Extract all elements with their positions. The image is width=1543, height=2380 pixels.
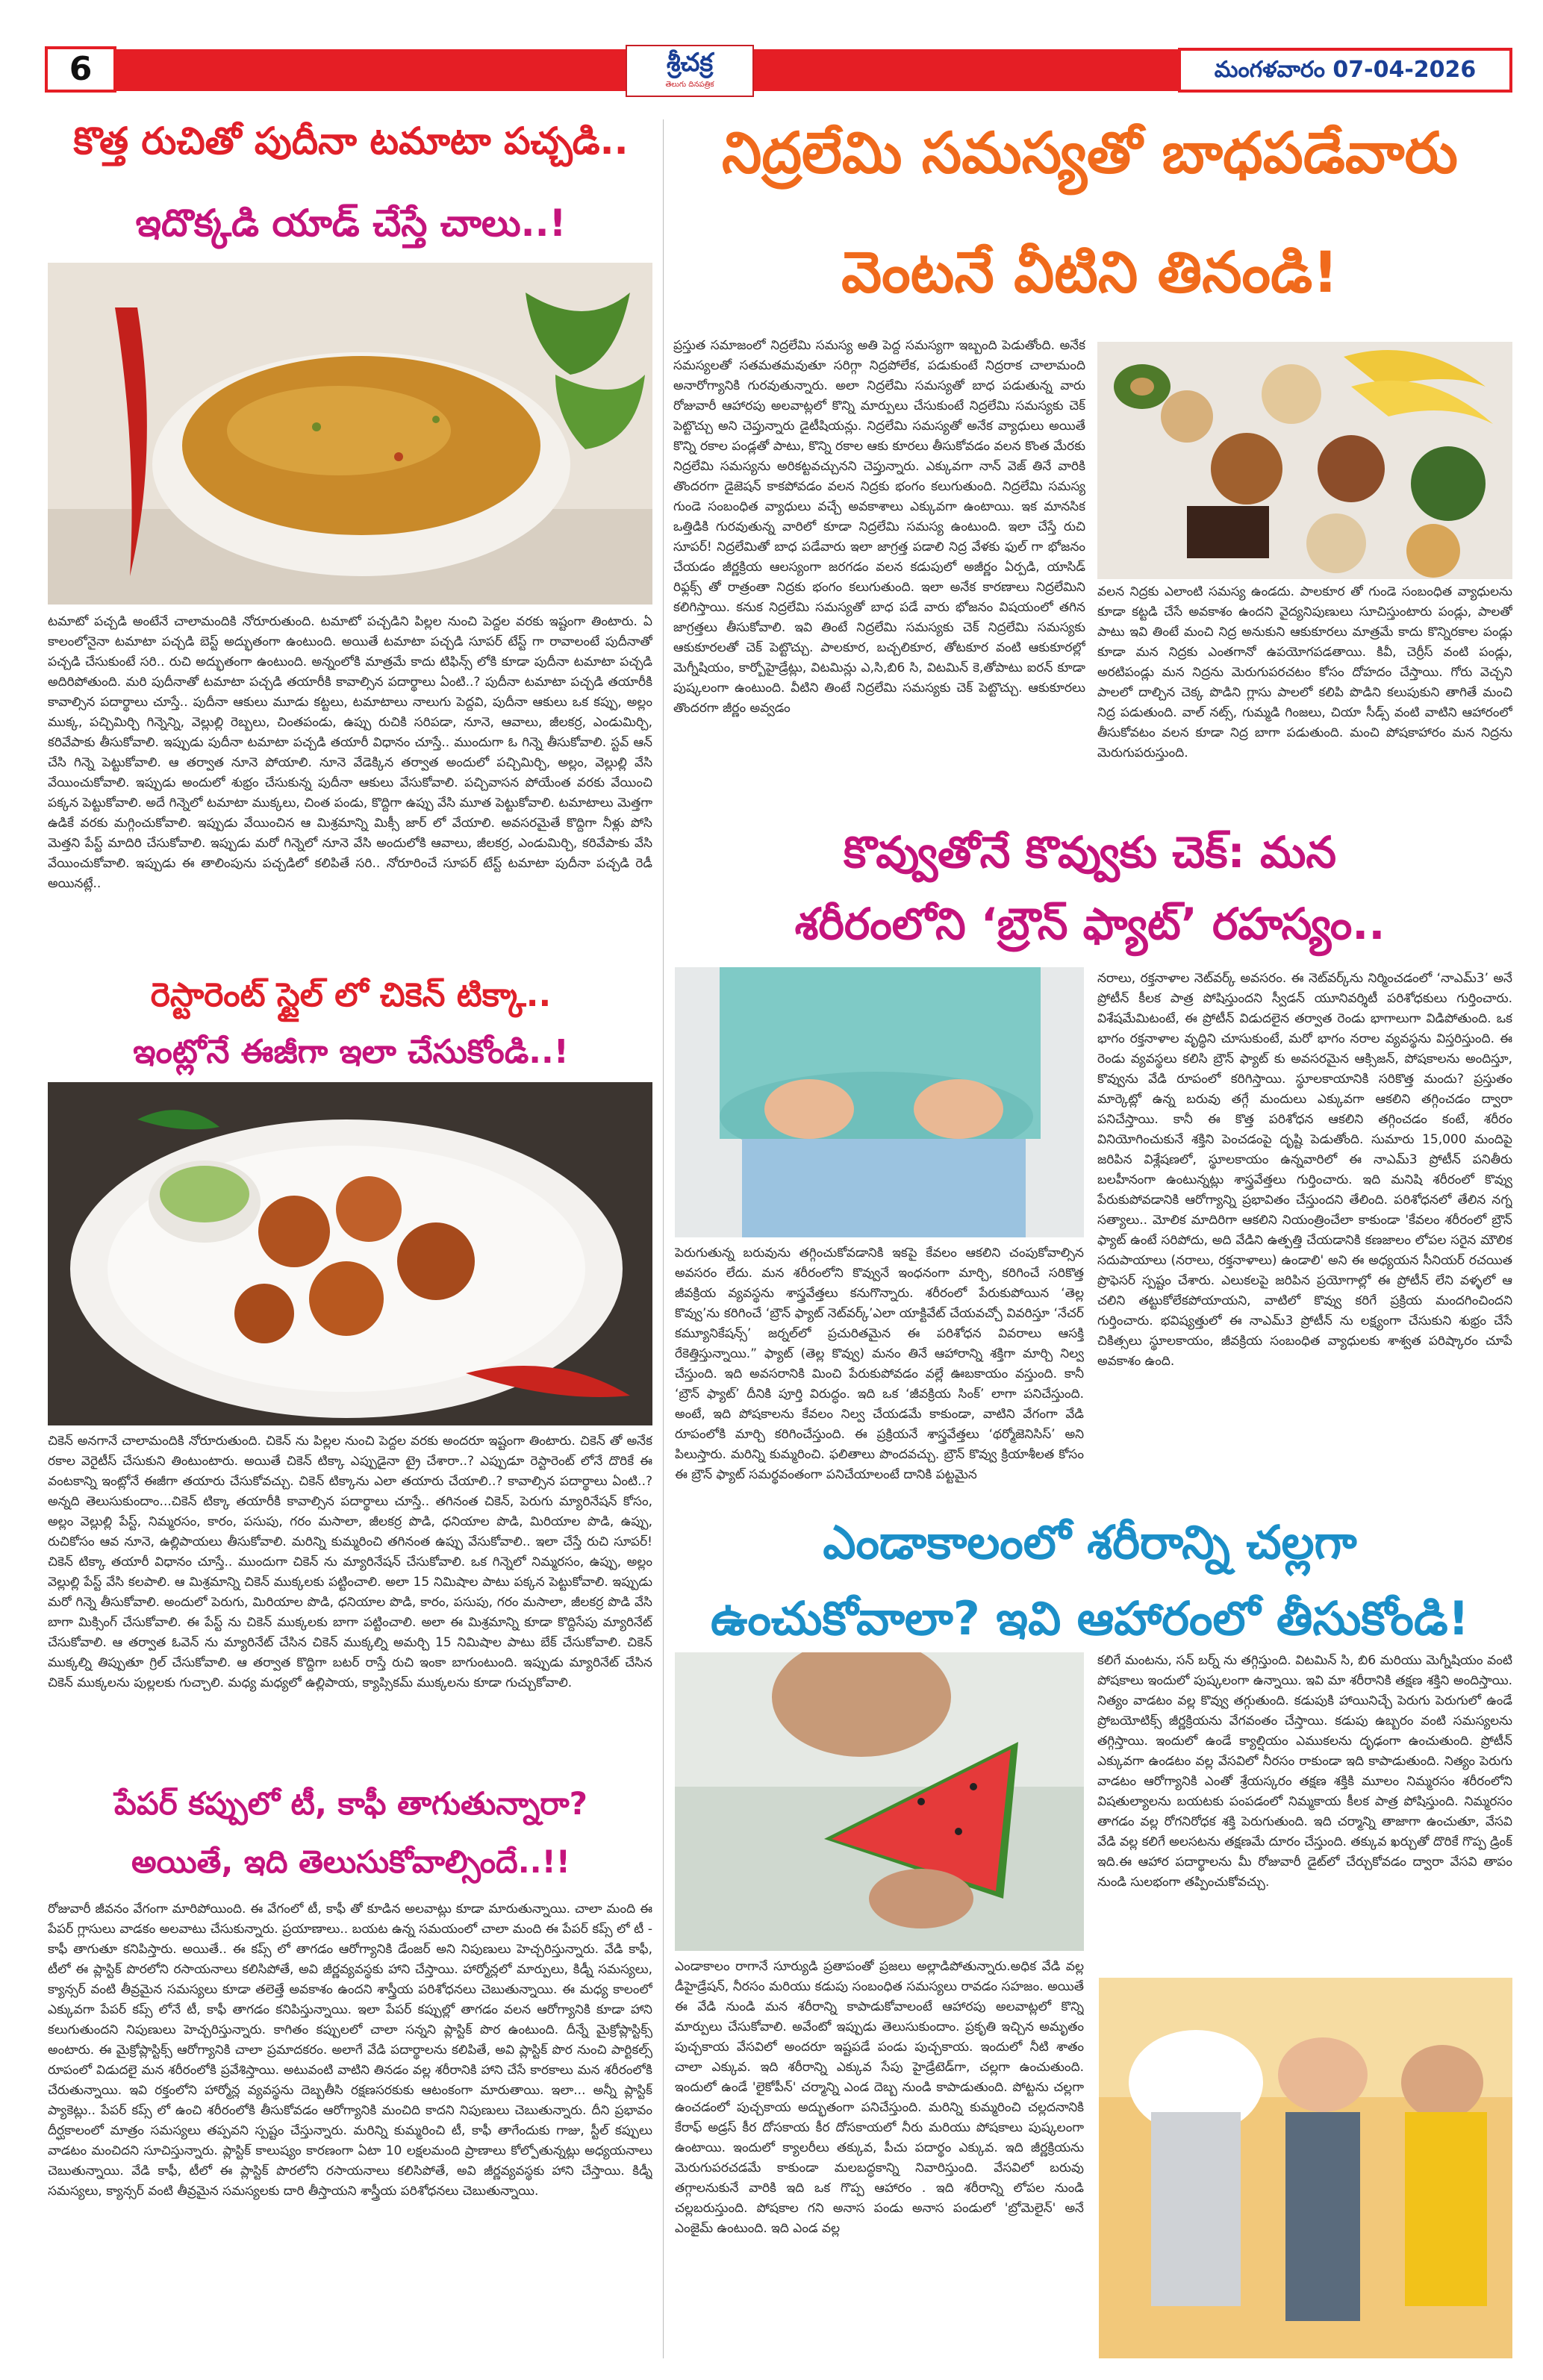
sleep-body-col1: ప్రస్తుత సమాజంలో నిద్రలేమి సమస్య అతి పెద్ద సమస్యగా ఇబ్బంది పెడుతోంది. అనేక సమస్యలతో సతమతమవుతూ సరిగ్గా నిద్రపోలేక, పడుకుంటే నిద్రరాక చాలామంది అనారోగ్యానికి గురవుతున్నారు. అలా నిద్రలేమి సమస్యతో బాధ పడుతున్న వారు రోజువారీ ఆహారపు అలవాట్లలో కొన్ని మార్పులు చేసుకుంటే నిద్రలేమి సమస్యకు చెక్ పెట్టొచ్చు అని చెప్తున్నారు డైటీషియన్లు. నిద్రలేమి సమస్యతో అనేక వ్యాధులు అయితే కొన్ని రకాల పండ్లతో పాటు, కొన్ని రకాల ఆకు కూరలు తీసుకోవడం వలన కొంత మేరకు నిద్రలేమి సమస్యను అరికట్టవచ్చునని చెప్తున్నారు. ఎక్కువగా నాన్ వెజ్ తినే వారికి తొందరగా డైజెషన్ కాకపోవడం వలన నిద్రకు భంగం కలుగుతుంది. నిద్రలేమి సమస్య గుండె సంబంధిత వ్యాధులు వచ్చే అవకాశాలు ఎక్కువగా ఉంటాయి. ఇక మానసిక ఒత్తిడికి గురవుతున్న వారిలో కూడా నిద్రలేమి సమస్య ఉంటుంది. ఇలా చేస్తే రుచి సూపర్! నిద్రలేమితో బాధ పడేవారు ఇలా జాగ్రత్త పడాలి నిద్ర వేళకు ఫుల్ గా భోజనం చేయడం జీర్ణక్రియ ఆలస్యంగా జరగడం వలన కడుపులో అజీర్ణం ఏర్పడి, యాసిడ్ రిఫ్లక్స్ తో రాత్రంతా నిద్రకు భంగం కలుగుతుంది. ఇలా అనేక కారణాలు నిద్రలేమిని కలిగిస్తాయి. కనుక నిద్రలేమి సమస్యతో బాధ పడే వారు భోజనం విషయంలో తగిన జాగ్రత్తలు తీసుకోవాలి. ఇవి తింటే నిద్రలేమి సమస్యకు చెక్ నిద్రలేమి సమస్యకు ఆకుకూరలతో చెక్ పెట్టొచ్చు. పాలకూర, బచ్చలికూర, తోటకూర వంటి ఆకుకూరల్లో మెగ్నీషియం, కార్బోహైడ్రేట్లు, విటమిన్లు ఎ,సి,బి6 సి, విటమిన్ కె,తోపాటు ఐరన్ కూడా పుష్కలంగా ఉంటుంది. వీటిని తింటే నిద్రలేమి సమస్యకు చెక్ పెట్టొచ్చు. ఆకుకూరలు తొందరగా జీర్ణం అవ్వడం xyxy=(673,338,1085,716)
sleep-headline-1: నిద్రలేమి సమస్యతో బాధపడేవారు xyxy=(722,119,1458,186)
sleep-headline-2: వెంటనే వీటిని తినండి! xyxy=(841,239,1338,305)
pachadi-body: టమాటో పచ్చడి అంటేనే చాలామందికి నోరూరుతుంది. టమాటో పచ్చడిని పిల్లల నుంచి పెద్దల వరకు ఇష్టంగా తింటారు. ఏ కాలంలోనైనా టమాటా పచ్చడి బెస్ట్ అద్భుతంగా ఉంటుంది. అయితే టమాటా పచ్చడి సూపర్ టేస్ట్ గా రావాలంటే పుదీనాతో పచ్చడి చేసుకుంటే సరి.. రుచి అద్భుతంగా ఉంటుంది. అన్నంలోకి మాత్రమే కాదు టిఫిన్స్ లోకి కూడా పుదీనా టమాటా పచ్చడి అదిరిపోతుంది. మరి పుదీనాతో టమాటా పచ్చడి తయారీకి కావాల్సిన పదార్థాలు ఏంటి..? పుదీనా టమాటా పచ్చడి తయారీకి కావాల్సిన పదార్థాలు చూస్తే.. పుదీనా ఆకులు మూడు కట్టలు, టమాటాలు నాలుగు పెద్దవి, పుదీనా ఆకులు ఒక కప్పు, అల్లం ముక్క, పచ్చిమిర్చి గిన్నెన్ని, వెల్లుల్లి రెబ్బలు, చింతపండు, ఉప్పు రుచికి సరిపడా, నూనె, ఆవాలు, జీలకర్ర, ఎండుమిర్చి, కరివేపాకు తీసుకోవాలి. ఇప్పుడు పుదీనా టమాటా పచ్చడి తయారీ విధానం చూస్తే.. ముందుగా ఓ గిన్నె తీసుకోవాలి. స్టవ్ ఆన్ చేసి గిన్నె పెట్టుకోవాలి. ఆ తర్వాత నూనె పోయాలి. నూనె వేడెక్కిన తర్వాత అందులో పచ్చిమిర్చి, అల్లం, వెల్లుల్లి వేసి వేయించుకోవాలి. ఇప్పుడు అందులో శుభ్రం చేసుకున్న పుదీనా ఆకులు వేసుకోవాలి. పచ్చివాసన పోయేంత వరకు వేయించి పక్కన పెట్టుకోవాలి. అదే గిన్నెలో టమాటా ముక్కలు, చింత పండు, కొద్దిగా ఉప్పు వేసి మూత పెట్టుకోవాలి. టమాటాలు మెత్తగా ఉడికే వరకు మగ్గించుకోవాలి. ఇప్పుడు వేయించిన ఆ మిశ్రమాన్ని మిక్సీ జార్ లో వేయాలి. అవసరమైతే కొద్దిగా నీళ్లు పోసి మెత్తని పేస్ట్ మాదిరి చేసుకోవాలి. ఇప్పుడు మరో గిన్నెలో నూనె వేసి అందులోకి ఆవాలు, జీలకర్ర, ఎండుమిర్చి, కరివేపాకు వేసి వేయించుకోవాలి. ఇప్పుడు ఈ తాలింపును పచ్చడిలో కలిపితే సరి.. నోరూరించే సూపర్ టేస్ట్ టమాటా పుదీనా పచ్చడి రెడీ అయినట్లే.. xyxy=(48,614,652,891)
summer-body-col2: ఎండాకాలం రాగానే సూర్యుడి ప్రతాపంతో ప్రజలు అల్లాడిపోతున్నారు.అధిక వేడి వల్ల డీహైడ్రేషన్, నీరసం మరియు కడుపు సంబంధిత సమస్యలు రావడం సహజం. అయితే ఈ వేడి నుండి మన శరీరాన్ని కాపాడుకోవాలంటే ఆహారపు అలవాట్లలో కొన్ని మార్పులు చేసుకోవాలి. అవేంటో ఇప్పుడు తెలుసుకుందాం. ప్రకృతి ఇచ్చిన అమృతం పుచ్చకాయ వేసవిలో అందరూ ఇష్టపడే పండు పుచ్చకాయ. ఇందులో నీటి శాతం చాలా ఎక్కువ. ఇది శరీరాన్ని ఎక్కువ సేపు హైడ్రేటెడ్‌గా, చల్లగా ఉంచుతుంది. ఇందులో ఉండే 'లైకోపీన్' చర్మాన్ని ఎండ దెబ్బ నుండి కాపాడుతుంది. పోట్టను చల్లగా ఉంచడంలో పుచ్చకాయ అద్భుతంగా పనిచేస్తుంది. మరిన్ని కుమ్మరించి చల్లదనానికి కేరాఫ్ అడ్రస్ కీర దోసకాయ కీర దోసకాయలో నీరు మరియు పోషకాలు పుష్కలంగా ఉంటాయి. ఇందులో క్యాలరీలు తక్కువ, పీచు పదార్థం ఎక్కువ. ఇది జీర్ణక్రియను మెరుగుపరచడమే కాకుండా మలబద్ధకాన్ని నివారిస్తుంది. వేసవిలో బరువు తగ్గాలనుకునే వారికి ఇది ఒక గొప్ప ఆహారం . ఇది శరీరాన్ని లోపల నుండి చల్లబరుస్తుంది. పోషకాల గని అనాస పండు అనాస పండులో 'బ్రోమెలైన్' అనే ఎంజైమ్ ఉంటుంది. ఇది ఎండ వల్ల xyxy=(675,1959,1084,2236)
fat-body-col1: పెరుగుతున్న బరువును తగ్గించుకోవడానికి ఇకపై కేవలం ఆకలిని చంపుకోవాల్సిన అవసరం లేదు. మన శరీరంలోని కొవ్వునే ఇంధనంగా మార్చి, కరిగించే సరికొత్త జీవక్రియ వ్యవస్థను శాస్త్రవేత్తలు కనుగొన్నారు. శరీరంలో పేరుకుపోయిన ‘తెల్ల కొవ్వు’ను కరిగించే ‘బ్రౌన్ ఫ్యాట్ నెట్‌వర్క్’ఎలా యాక్టివేట్ చేయవచ్చో వివరిస్తూ ‘నేచర్ కమ్యూనికేషన్స్’ జర్నల్‌లో ప్రచురితమైన ఈ పరిశోధన వివరాలు ఆసక్తి రేకెత్తిస్తున్నాయి.” ఫ్యాట్ (తెల్ల కొవ్వు) మనం తినే ఆహారాన్ని శక్తిగా మార్చి నిల్వ చేస్తుంది. ఇది అవసరానికి మించి పేరుకుపోవడం వల్లే ఊబకాయం వస్తుంది. కానీ ‘బ్రౌన్ ఫ్యాట్’ దీనికి పూర్తి విరుద్ధం. ఇది ఒక ‘జీవక్రియ సింక్’ లాగా పనిచేస్తుంది. అంటే, ఇది పోషకాలను కేవలం నిల్వ చేయడమే కాకుండా, వాటిని వేగంగా వేడి రూపంలోకి మార్చి కరిగించేస్తుంది. ఈ ప్రక్రియనే శాస్త్రవేత్తలు ‘థర్మోజెనిసిస్’ అని పిలుస్తారు. మరిన్ని కుమ్మరించి. ఫలితాలు పొందవచ్చు. బ్రౌన్ కొవ్వు క్రియాశీలత కోసం ఈ బ్రౌన్ ఫ్యాట్ సమర్థవంతంగా పనిచేయాలంటే దానికి పట్టమైన xyxy=(675,1246,1084,1482)
papercup-headline-1: పేపర్ కప్పులో టీ, కాఫీ తాగుతున్నారా? xyxy=(113,1785,587,1822)
tikka-body: చికెన్ అనగానే చాలామందికి నోరూరుతుంది. చికెన్ ను పిల్లల నుంచి పెద్దల వరకు అందరూ ఇష్టంగా తింటారు. చికెన్ తో అనేక రకాల వెరైటీస్ చేసుకుని తింటుంటారు. అయితే చికెన్ టిక్కా ఎప్పుడైనా ట్రై చేశారా..? ఎప్పుడూ రెస్టారెంట్ లోనే దొరికే ఈ వంటకాన్ని ఇంట్లోనే ఈజీగా తయారు చేసుకోవచ్చు. చికెన్ టిక్కాను ఎలా తయారు చేయాలి..? కావాల్సిన పదార్థాలు ఏంటి..? అన్నది తెలుసుకుందాం...చికెన్ టిక్కా తయారీకి కావాల్సిన పదార్థాలు చూస్తే.. తగినంత చికెన్, పెరుగు మ్యారినేషన్ కోసం, అల్లం వెల్లుల్లి పేస్ట్, నిమ్మరసం, కారం, పసుపు, గరం మసాలా, జీలకర్ర పొడి, ధనియాల పొడి, మిరియాల పొడి, ఉప్పు, రుచికోసం ఆవ నూనె, ఉల్లిపాయలు తీసుకోవాలి. మరిన్ని కుమ్మరించి తగినంత ఉప్పు వేసుకోవాలి.. ఇలా చేస్తే రుచి సూపర్! చికెన్ టిక్కా తయారీ విధానం చూస్తే.. ముందుగా చికెన్ ను మ్యారినేషన్ చేసుకోవాలి. ఒక గిన్నెలో నిమ్మరసం, ఉప్పు, అల్లం వెల్లుల్లి పేస్ట్ వేసి కలపాలి. ఆ మిశ్రమాన్ని చికెన్ ముక్కలకు పట్టించాలి. అలా 15 నిమిషాల పాటు పక్కన పెట్టుకోవాలి. ఇప్పుడు మరో గిన్నె తీసుకోవాలి. అందులో పెరుగు, మిరియాల పొడి, ధనియాల పొడి, కారం, పసుపు, గరం మసాలా, జీలకర్ర పొడి వేసి బాగా మిక్సింగ్ చేసుకోవాలి. ఈ పేస్ట్ ను చికెన్ ముక్కలకు బాగా పట్టించాలి. అలా ఈ మిశ్రమాన్ని కూడా కొద్దిసేపు మ్యారినేట్ చేసుకోవాలి. ఆ తర్వాత ఓవెన్ ను మ్యారినేట్ చేసిన చికెన్ ముక్కల్ని అమర్చి 15 నిమిషాల పాటు బేక్ చేసుకోవాలి. చికెన్ ముక్కల్ని తిప్పుతూ గ్రిల్ చేసుకోవాలి. ఆ తర్వాత కొద్దిగా బటర్ రాస్తే రుచి ఇంకా బాగుంటుంది. ఇప్పుడు మ్యారినేట్ చేసిన చికెన్ ముక్కలను పుల్లలకు గుచ్చాలి. మధ్య మధ్యలో ఉల్లిపాయ, క్యాప్సికమ్ ముక్కలను కూడా గుచ్చుకోవాలి. xyxy=(48,1434,652,1690)
sleep-body-col2: వలన నిద్రకు ఎలాంటి సమస్య ఉండదు. పాలకూర తో గుండె సంబంధిత వ్యాధులను కూడా కట్టడి చేసే అవకాశం ఉందని వైద్యనిపుణులు సూచిస్తుంటారు పండ్లు, పాలతో పాటు ఇవి తింటే మంచి నిద్ర అనుకుని ఆకుకూరలు మాత్రమే కాదు కొన్నిరకాల పండ్లు కూడా మన నిద్రకు ఎంతగానో ఉపయోగపడతాయి. కివీ, చెర్రీస్ వంటి పండ్లు, అరటిపండ్లు మన నిద్రను మెరుగుపరచటం కోసం దోహదం చేస్తాయి. గోరు వెచ్చని పాలలో దాల్చిన చెక్క పొడిని గ్లాసు పాలలో కలిపి పొడిని కలుపుకుని తాగితే మంచి నిద్ర పడుతుంది. వాల్ నట్స్, గుమ్మడి గింజలు, చియా సీడ్స్ వంటి వాటిని ఆహారంలో తీసుకోవటం వలన కూడా నిద్ర బాగా పడుతుంది. మంచి పోషకాహారం మన నిద్రను మెరుగుపరుస్తుంది. xyxy=(1097,584,1512,760)
fat-headline-2: శరీరంలోని ‘బ్రౌన్ ఫ్యాట్’ రహస్యం.. xyxy=(794,899,1385,949)
summer-body-col1: కలిగే మంటను, సన్ బర్న్ ను తగ్గిస్తుంది. విటమిన్ సి, బి6 మరియు మెగ్నీషియం వంటి పోషకాలు ఇందులో పుష్కలంగా ఉన్నాయి. ఇవి మా శరీరానికి తక్షణ శక్తిని అందిస్తాయి. నిత్యం వాడటం వల్ల కొవ్వు తగ్గుతుంది. కడుపుకి హాయినిచ్చే పెరుగు పెరుగులో ఉండే ప్రోబయోటిక్స్ జీర్ణక్రియను వేగవంతం చేస్తాయి. కడుపు ఉబ్బరం వంటి సమస్యలను తగ్గిస్తాయి. ఇందులో ఉండే క్యాల్షియం ఎముకలను దృఢంగా ఉంచుతుంది. ప్రోటీన్ ఎక్కువగా ఉండటం వల్ల వేసవిలో నీరసం రాకుండా ఇది కాపాడుతుంది. నిత్యం పెరుగు వాడటం ఆరోగ్యానికి ఎంతో శ్రేయస్కరం తక్షణ శక్తికి మూలం నిమ్మరసం శరీరంలోని విషతుల్యాలను బయటకు పంపడంలో నిమ్మకాయ కీలక పాత్ర పోషిస్తుంది. నిమ్మరసం తాగడం వల్ల రోగనిరోధక శక్తి పెరుగుతుంది. ఇది చర్మాన్ని తాజాగా ఉంచుతూ, వేసవి వేడి వల్ల కలిగే అలసటను తక్షణమే దూరం చేస్తుంది. తక్కువ ఖర్చుతో దొరికే గొప్ప డ్రింక్ ఇది.ఈ ఆహార పదార్థాలను మీ రోజువారీ డైట్‌లో చేర్చుకోవడం ద్వారా వేసవి తాపం నుండి సులభంగా తప్పించుకోవచ్చు. xyxy=(1097,1653,1512,1890)
logo-tagline: తెలుగు దినపత్రిక xyxy=(665,81,714,89)
summer-heat-photo xyxy=(1099,1978,1512,2358)
summer-headline-2: ఉంచుకోవాలా? ఇవి ఆహారంలో తీసుకోండి! xyxy=(711,1591,1469,1646)
sleep-foods-photo xyxy=(1097,342,1512,579)
logo-text: శ్రీచక్ర xyxy=(666,48,714,78)
pachadi-photo xyxy=(48,263,652,605)
papercup-body: రోజువారీ జీవనం వేగంగా మారిపోయింది. ఈ వేగంలో టీ, కాఫీ తో కూడిన అలవాట్లు కూడా మారుతున్నాయి. చాలా మంది ఈ పేపర్ గ్లాసులు వాడకం అలవాటు చేసుకున్నారు. ప్రయాణాలు.. బయట ఉన్న సమయంలో చాలా మంది ఈ పేపర్ కప్స్ లో టీ - కాఫీ తాగుతూ కనిపిస్తారు. అయితే.. ఈ కప్స్ లో తాగడం ఆరోగ్యానికి డేంజర్ అని నిపుణులు హెచ్చరిస్తున్నారు. వేడి కాఫీ, టీలో ఈ ప్లాస్టిక్ పొరలోని రసాయనాలు కలిసిపోతే, అవి జీర్ణవ్యవస్థకు హాని చేస్తాయి. హార్మోన్లలో మార్పులు, కిడ్నీ సమస్యలు, క్యాన్సర్ వంటి తీవ్రమైన సమస్యలు కూడా తలెత్తే అవకాశం ఉందని శాస్త్రీయ పరిశోధనలు చెబుతున్నాయి. ఈ మధ్య కాలంలో ఎక్కువగా పేపర్ కప్స్ లోనే టీ, కాఫీ తాగడం కనిపిస్తున్నాయి. ఇలా పేపర్ కప్పుల్లో తాగడం వలన ఆరోగ్యానికి కూడా హాని కలుగుతుందని నిపుణులు హెచ్చరిస్తున్నారు. కాగితం కప్పులలో చాలా సన్నని ప్లాస్టిక్ పొర ఉంటుంది. దీన్నే మైక్రోప్లాస్టిక్స్ అంటారు. ఈ మైక్రోప్లాస్టిక్స్ ఆరోగ్యానికి చాలా ప్రమాదకరం. అలాగే వేడి పదార్థాలను కలిపితే, అవి ప్లాస్టిక్ పొర నుంచి పార్టికల్స్ రూపంలో విడుదలై మన శరీరంలోకి ప్రవేశిస్తాయి. అటువంటి వాటిని తినడం వల్ల శరీరానికి హాని చేసే కారకాలు మన శరీరంలోకి చేరుతున్నాయి. ఇవి రక్తంలోని హార్మోన్ల వ్యవస్థను దెబ్బతీసి రక్షణసరకుకు ఆటంకంగా మారుతాయి. ఇలా... అన్నీ ప్లాస్టిక్ ప్యాకెట్లు.. పేపర్ కప్స్ లో ఉంచి శరీరంలోకి తీసుకోవడం ఆరోగ్యానికి మంచిది కాదని నిపుణులు చెబుతున్నారు. దీని ప్రభావం దీర్ఘకాలంలో మాత్రం సమస్యలు తప్పవని స్పష్టం చేస్తున్నారు. మరిన్ని కుమ్మరించి టీ, కాఫీ తాగేందుకు గాజు, స్టీల్ కప్పులు వాడటం మంచిదని సూచిస్తున్నారు. ప్లాస్టిక్ కాలుష్యం కారణంగా ఏటా 10 లక్షలమంది ప్రాణాలు కోల్పోతున్నట్లు అధ్యయనాలు చెబుతున్నాయి. వేడి కాఫీ, టీలో ఈ ప్లాస్టిక్ పొరలోని రసాయనాలు కలిసిపోతే, అవి జీర్ణవ్యవస్థకు హాని చేస్తాయి. కిడ్నీ సమస్యలు, క్యాన్సర్ వంటి తీవ్రమైన సమస్యలకు దారి తీస్తాయని శాస్త్రీయ పరిశోధనలు చెబుతున్నాయి. xyxy=(48,1902,652,2199)
fat-body-col2: నరాలు, రక్తనాళాల నెట్‌వర్క్ అవసరం. ఈ నెట్‌వర్క్‌ను నిర్మించడంలో ‘నాఎమ్3’ అనే ప్రోటీన్ కీలక పాత్ర పోషిస్తుందని స్వీడన్ యూనివర్శిటీ పరిశోధకులు గుర్తించారు. విశేషమేమిటంటే, ఈ ప్రోటీన్ విడుదలైన తర్వాత రెండు భాగాలుగా విడిపోతుంది. ఒక భాగం రక్తనాళాల వృద్ధిని చూసుకుంటే, మరో భాగం నరాల వ్యవస్థను విస్తరిస్తుంది. ఈ రెండు వ్యవస్థలు కలిసి బ్రౌన్ ఫ్యాట్ కు అవసరమైన ఆక్సిజన్, పోషకాలను అందిస్తూ, కొవ్వును వేడి రూపంలో కరిగిస్తాయి. స్థూలకాయానికి సరికొత్త మందు? ప్రస్తుతం మార్కెట్లో ఉన్న బరువు తగ్గే మందులు ఎక్కువగా ఆకలిని తగ్గించడం ద్వారా పనిచేస్తాయి. కానీ ఈ కొత్త పరిశోధన ఆకలిని తగ్గించడం కంటే, శరీరం వినియోగించుకునే శక్తిని పెంచడంపై దృష్టి పెడుతోంది. సుమారు 15,000 మందిపై జరిపిన విశ్లేషణలో, స్థూలకాయం ఉన్నవారిలో ఈ నాఎమ్3 ప్రోటీన్ పనితీరు బలహీనంగా ఉంటున్నట్లు శాస్త్రవేత్తలు గుర్తించారు. ఇది మనిషి శరీరంలో కొవ్వు పేరుకుపోవడానికి ఆరోగ్యాన్ని ప్రభావితం చేస్తుందని తేలింది. పరిశోధనలో తేలిన నగ్న సత్యాలు.. మోలిక మాదిరిగా ఆకలిని నియంత్రించేలా కాకుండా 'కేవలం శరీరంలో బ్రౌన్ ఫ్యాట్ ఉంటే సరిపోదు, అది వేడిని ఉత్పత్తి చేయడానికి కణజాలం లోపల సరైన మౌలిక సదుపాయాలు (నరాలు, రక్తనాళాలు) ఉండాలి' అని ఈ అధ్యయన సీనియర్ రచయిత ప్రొఫెసర్ స్పష్టం చేశారు. ఎలుకలపై జరిపిన ప్రయోగాల్లో ఈ ప్రోటీన్ లేని వళ్ళలో ఆ చలిని తట్టుకోలేకపోయాయని, వాటిలో కొవ్వు కరిగే ప్రక్రియ మందగించిందని గుర్తించారు. భవిష్యత్తులో ఈ నాఎమ్3 ప్రోటీన్ ను లక్ష్యంగా చేసుకుని శుభ్రం చేసే చికిత్సలు స్థూలకాయం, జీవక్రియ సంబంధిత వ్యాధులకు శాశ్వత పరిష్కారం చూపే అవకాశం ఉంది. xyxy=(1097,971,1512,1369)
pachadi-headline-2: ఇదొక్కడి యాడ్ చేస్తే చాలు..! xyxy=(135,202,567,245)
column-divider xyxy=(663,119,664,2358)
tikka-photo xyxy=(48,1082,652,1425)
pachadi-headline-1: కొత్త రుచితో పుదీనా టమాటా పచ్చడి.. xyxy=(73,119,629,163)
fat-headline-1: కొవ్వుతోనే కొవ్వుకు చెక్: మన xyxy=(843,827,1337,878)
issue-date: మంగళవారం 07-04-2026 xyxy=(1178,48,1512,93)
summer-headline-1: ఎండాకాలంలో శరీరాన్ని చల్లగా xyxy=(823,1515,1357,1570)
page-number: 6 xyxy=(45,46,116,93)
tikka-headline-2: ఇంట్లోనే ఈజీగా ఇలా చేసుకోండి..! xyxy=(133,1033,569,1071)
tikka-headline-1: రెస్టారెంట్ స్టైల్ లో చికెన్ టిక్కా.. xyxy=(150,976,552,1014)
newspaper-logo xyxy=(626,45,754,97)
watermelon-photo xyxy=(675,1652,1084,1951)
papercup-headline-2: అయితే, ఇది తెలుసుకోవాల్సిందే..!! xyxy=(131,1843,570,1880)
brown-fat-photo xyxy=(675,967,1084,1237)
